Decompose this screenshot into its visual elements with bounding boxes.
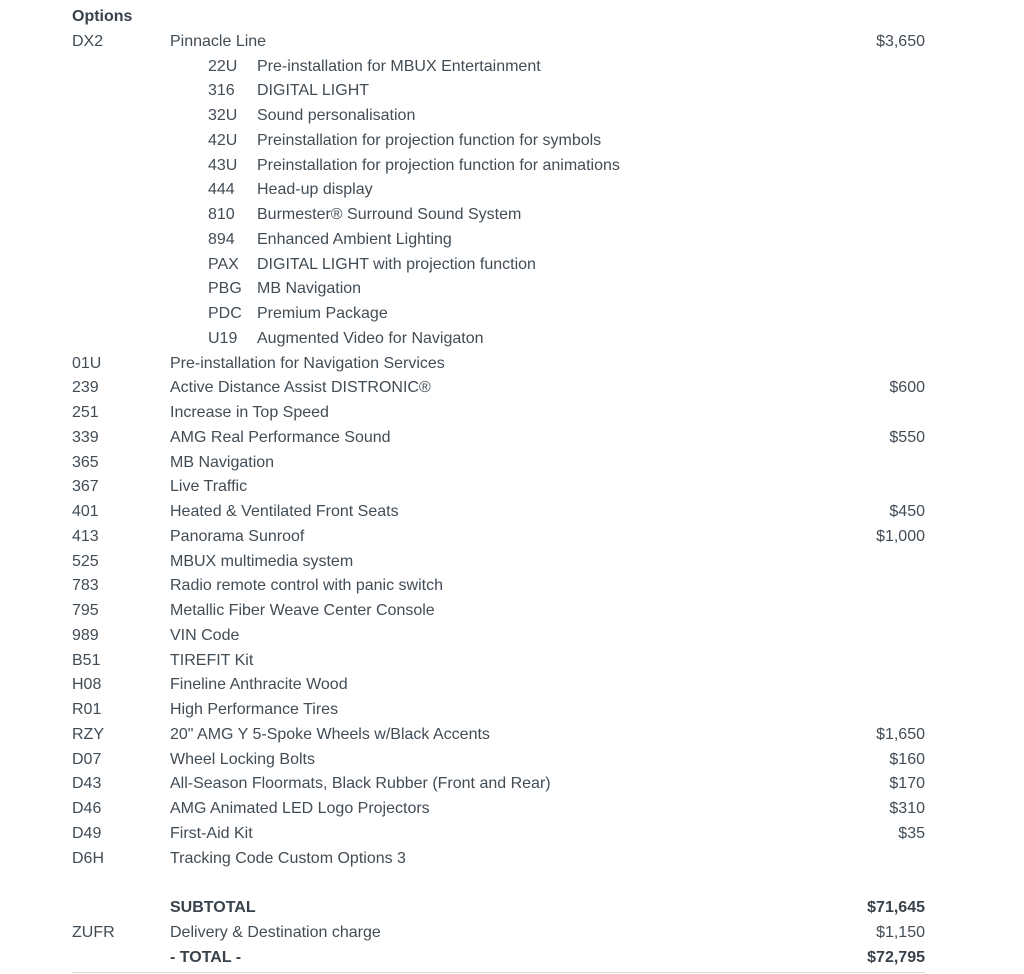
option-price: $600 xyxy=(889,379,925,397)
option-code: D07 xyxy=(72,750,102,768)
option-code: 525 xyxy=(72,552,99,570)
section-title: Options xyxy=(72,8,133,25)
option-code: 251 xyxy=(72,404,99,421)
option-subitem xyxy=(72,129,925,154)
option-description: Metallic Fiber Weave Center Console xyxy=(170,602,435,619)
option-description: Wheel Locking Bolts xyxy=(170,750,315,768)
option-row xyxy=(72,673,925,698)
summary-row xyxy=(72,896,925,921)
subitem-code: PDC xyxy=(208,305,242,322)
subitem-description: Preinstallation for projection function for symbols xyxy=(257,131,602,149)
option-description: Live Traffic xyxy=(170,478,248,496)
option-row xyxy=(72,352,925,377)
summary-label: SUBTOTAL xyxy=(170,899,256,916)
option-subitem xyxy=(72,104,925,129)
option-description: Radio remote control with panic switch xyxy=(170,577,444,595)
subitem-code: 43U xyxy=(208,156,238,174)
option-row xyxy=(72,401,925,426)
option-price: $310 xyxy=(889,800,925,817)
option-row xyxy=(72,624,925,649)
option-code: 401 xyxy=(72,503,99,520)
summary-value: $72,795 xyxy=(867,948,925,966)
subitem-description: Sound personalisation xyxy=(257,107,416,124)
option-row xyxy=(72,797,925,822)
subitem-code: PBG xyxy=(208,280,242,298)
option-subitem xyxy=(72,277,925,302)
option-code: D43 xyxy=(72,775,102,793)
option-description: Panorama Sunroof xyxy=(170,527,305,545)
option-subitem xyxy=(72,302,925,327)
option-description: Increase in Top Speed xyxy=(170,404,329,421)
option-subitem xyxy=(72,228,925,253)
option-description: High Performance Tires xyxy=(170,701,339,718)
subitem-description: Premium Package xyxy=(257,305,388,322)
summary-label: Delivery & Destination charge xyxy=(170,923,381,941)
option-row xyxy=(72,500,925,525)
option-price: $550 xyxy=(889,428,925,446)
summary-value: $71,645 xyxy=(867,899,925,916)
option-code: 413 xyxy=(72,527,99,545)
option-code: RZY xyxy=(72,725,104,743)
options-list xyxy=(72,30,925,872)
option-subitem xyxy=(72,154,925,179)
option-subitem xyxy=(72,203,925,228)
option-code: D6H xyxy=(72,849,105,867)
subitem-code: 316 xyxy=(208,82,235,100)
option-description: Active Distance Assist DISTRONIC® xyxy=(170,379,431,397)
option-row xyxy=(72,574,925,599)
option-description: MB Navigation xyxy=(170,453,275,471)
option-price: $450 xyxy=(889,503,925,520)
option-description: 20" AMG Y 5-Spoke Wheels w/Black Accents xyxy=(170,725,490,743)
option-row xyxy=(72,376,925,401)
option-description: Fineline Anthracite Wood xyxy=(170,676,348,694)
option-row xyxy=(72,649,925,674)
option-subitem xyxy=(72,327,925,352)
option-subitem xyxy=(72,55,925,80)
subitem-description: DIGITAL LIGHT xyxy=(257,82,370,100)
option-subitem xyxy=(72,178,925,203)
subitem-code: 810 xyxy=(208,206,235,223)
option-row xyxy=(72,748,925,773)
option-code: D46 xyxy=(72,800,102,817)
option-price: $1,000 xyxy=(876,527,925,545)
option-code: D49 xyxy=(72,824,102,842)
option-row xyxy=(72,550,925,575)
option-code: 367 xyxy=(72,478,99,496)
option-description: TIREFIT Kit xyxy=(170,651,254,669)
option-code: 01U xyxy=(72,354,102,372)
option-row xyxy=(72,822,925,847)
option-row xyxy=(72,475,925,500)
subitem-code: 444 xyxy=(208,181,235,199)
option-code: B51 xyxy=(72,651,101,669)
blank-line xyxy=(72,871,925,896)
option-row xyxy=(72,451,925,476)
summary-row xyxy=(72,946,925,971)
subitem-description: Enhanced Ambient Lighting xyxy=(257,230,452,248)
summary-value: $1,150 xyxy=(876,923,925,941)
option-description: VIN Code xyxy=(170,626,240,644)
option-code: DX2 xyxy=(72,32,104,50)
option-price: $1,650 xyxy=(876,725,925,743)
option-subitem xyxy=(72,253,925,278)
option-code: R01 xyxy=(72,701,102,718)
subitem-code: 42U xyxy=(208,131,238,149)
option-row xyxy=(72,525,925,550)
subitem-description: Augmented Video for Navigaton xyxy=(257,329,484,347)
option-description: Heated & Ventilated Front Seats xyxy=(170,503,399,520)
option-price: $3,650 xyxy=(876,32,925,50)
bottom-divider xyxy=(72,972,925,973)
option-row xyxy=(72,772,925,797)
option-code: 239 xyxy=(72,379,99,397)
subitem-code: 32U xyxy=(208,107,238,124)
subitem-description: Pre-installation for MBUX Entertainment xyxy=(257,57,541,75)
option-row xyxy=(72,723,925,748)
option-row xyxy=(72,847,925,872)
subitem-code: 22U xyxy=(208,57,238,75)
option-code: 783 xyxy=(72,577,99,595)
subitem-description: DIGITAL LIGHT with projection function xyxy=(257,255,536,273)
summary-row xyxy=(72,921,925,946)
option-description: Pinnacle Line xyxy=(170,32,267,50)
option-description: Pre-installation for Navigation Services xyxy=(170,354,445,372)
option-row xyxy=(72,426,925,451)
subitem-description: Preinstallation for projection function for animations xyxy=(257,156,620,174)
option-row xyxy=(72,599,925,624)
option-price: $170 xyxy=(889,775,925,793)
subitem-code: U19 xyxy=(208,329,238,347)
option-description: First-Aid Kit xyxy=(170,824,253,842)
option-description: All-Season Floormats, Black Rubber (Front and Rear) xyxy=(170,775,551,793)
option-code: 795 xyxy=(72,602,99,619)
summary-label: - TOTAL - xyxy=(170,948,242,966)
summary-list xyxy=(72,896,925,970)
subitem-description: Burmester® Surround Sound System xyxy=(257,206,522,223)
option-row xyxy=(72,30,925,55)
option-code: 339 xyxy=(72,428,99,446)
subitem-description: Head-up display xyxy=(257,181,373,199)
option-code: 989 xyxy=(72,626,99,644)
option-price: $35 xyxy=(898,824,925,842)
option-subitem xyxy=(72,79,925,104)
summary-code: ZUFR xyxy=(72,923,115,941)
option-price: $160 xyxy=(889,750,925,768)
option-code: H08 xyxy=(72,676,102,694)
option-description: MBUX multimedia system xyxy=(170,552,354,570)
subitem-code: PAX xyxy=(208,255,239,273)
subitem-description: MB Navigation xyxy=(257,280,362,298)
option-description: AMG Real Performance Sound xyxy=(170,428,391,446)
option-code: 365 xyxy=(72,453,99,471)
option-row xyxy=(72,698,925,723)
subitem-code: 894 xyxy=(208,230,235,248)
option-description: AMG Animated LED Logo Projectors xyxy=(170,800,430,817)
option-description: Tracking Code Custom Options 3 xyxy=(170,849,406,867)
